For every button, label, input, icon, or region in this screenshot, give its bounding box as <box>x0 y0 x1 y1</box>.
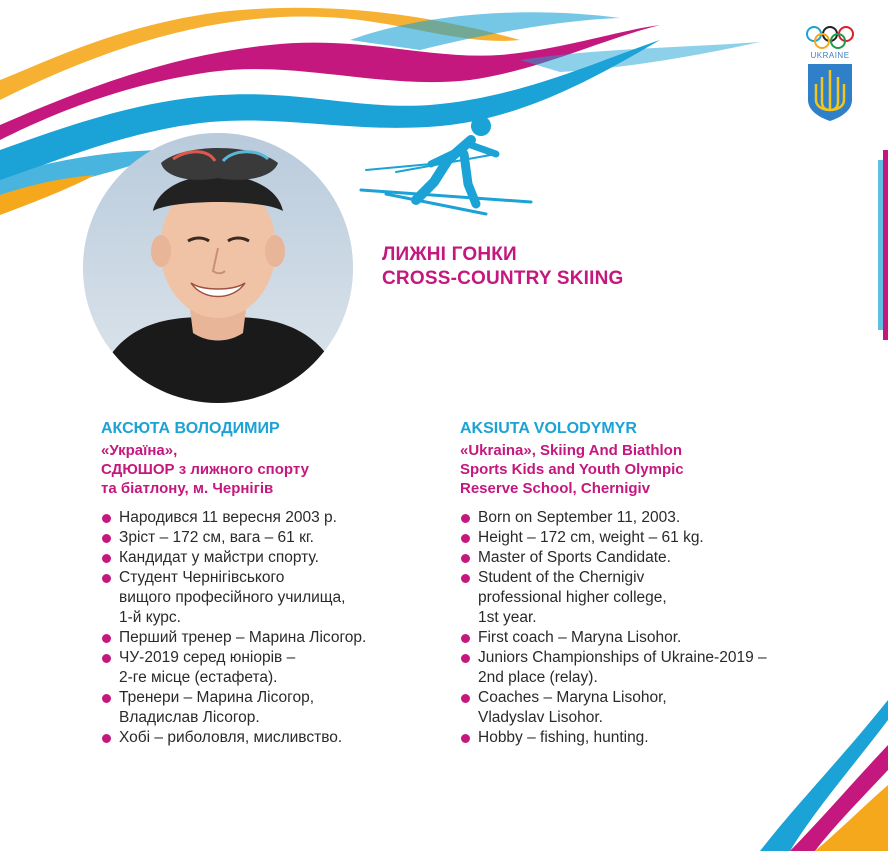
sport-title-uk: ЛИЖНІ ГОНКИ <box>382 244 517 265</box>
fact-line: Хобі – риболовля, мисливство. <box>119 729 343 746</box>
athlete-info-uk <box>101 420 441 748</box>
fact-line: Студент Чернігівського <box>119 569 285 586</box>
fact-line: Student of the Chernigiv <box>478 569 645 586</box>
club-line: Reserve School, Chernigiv <box>460 480 651 497</box>
olympic-committee-logo <box>802 22 858 122</box>
fact-line: ЧУ-2019 серед юніорів – <box>119 649 296 666</box>
fact-line: Juniors Championships of Ukraine-2019 – <box>478 649 767 666</box>
list-item <box>101 628 441 648</box>
fact-line: 1-й курс. <box>119 609 181 626</box>
athlete-info-en <box>460 420 840 748</box>
club-info <box>101 441 441 498</box>
list-item <box>460 508 840 528</box>
fact-line: Height – 172 cm, weight – 61 kg. <box>478 529 704 546</box>
list-item <box>101 648 441 688</box>
club-line: та біатлону, м. Чернігів <box>101 480 274 497</box>
surname: АКСЮТА <box>101 420 171 437</box>
given-name: ВОЛОДИМИР <box>174 420 280 437</box>
logo-text: UKRAINE <box>810 51 850 60</box>
fact-line: Народився 11 вересня 2003 р. <box>119 509 337 526</box>
club-info <box>460 441 840 498</box>
list-item <box>101 508 441 528</box>
fact-line: вищого професійного училища, <box>119 589 346 606</box>
fact-line: professional higher college, <box>478 589 667 606</box>
club-line: СДЮШОР з лижного спорту <box>101 461 309 478</box>
list-item <box>101 728 441 748</box>
fact-line: Кандидат у майстри спорту. <box>119 549 319 566</box>
fact-line: Зріст – 172 см, вага – 61 кг. <box>119 529 314 546</box>
list-item <box>460 528 840 548</box>
club-line: Sports Kids and Youth Olympic <box>460 461 684 478</box>
facts-list <box>101 508 441 748</box>
list-item <box>101 688 441 728</box>
athlete-name-uk <box>101 420 441 438</box>
cross-country-skier-icon <box>356 112 536 217</box>
fact-line: Born on September 11, 2003. <box>478 509 681 526</box>
fact-line: Тренери – Марина Лісогор, <box>119 689 315 706</box>
fact-line: 1st year. <box>478 609 537 626</box>
list-item <box>101 528 441 548</box>
list-item <box>460 548 840 568</box>
facts-list <box>460 508 840 748</box>
fact-line: 2-ге місце (естафета). <box>119 669 278 686</box>
club-line: «Україна», <box>101 442 178 459</box>
fact-line: Master of Sports Candidate. <box>478 549 671 566</box>
list-item <box>460 688 840 728</box>
list-item <box>460 628 840 648</box>
list-item <box>460 728 840 748</box>
fact-line: First coach – Maryna Lisohor. <box>478 629 682 646</box>
fact-line: Hobby – fishing, hunting. <box>478 729 649 746</box>
fact-line: Перший тренер – Марина Лісогор. <box>119 629 367 646</box>
surname: AKSIUTA <box>460 420 530 437</box>
club-line: «Ukraina», Skiing And Biathlon <box>460 442 682 459</box>
list-item <box>101 548 441 568</box>
list-item <box>101 568 441 628</box>
fact-line: 2nd place (relay). <box>478 669 598 686</box>
athlete-photo <box>83 133 353 403</box>
fact-line: Vladyslav Lisohor. <box>478 709 603 726</box>
sport-title-en: CROSS-COUNTRY SKIING <box>382 268 624 289</box>
given-name: VOLODYMYR <box>533 420 637 437</box>
fact-line: Владислав Лісогор. <box>119 709 260 726</box>
fact-line: Coaches – Maryna Lisohor, <box>478 689 667 706</box>
athlete-name-en <box>460 420 840 438</box>
list-item <box>460 648 840 688</box>
list-item <box>460 568 840 628</box>
